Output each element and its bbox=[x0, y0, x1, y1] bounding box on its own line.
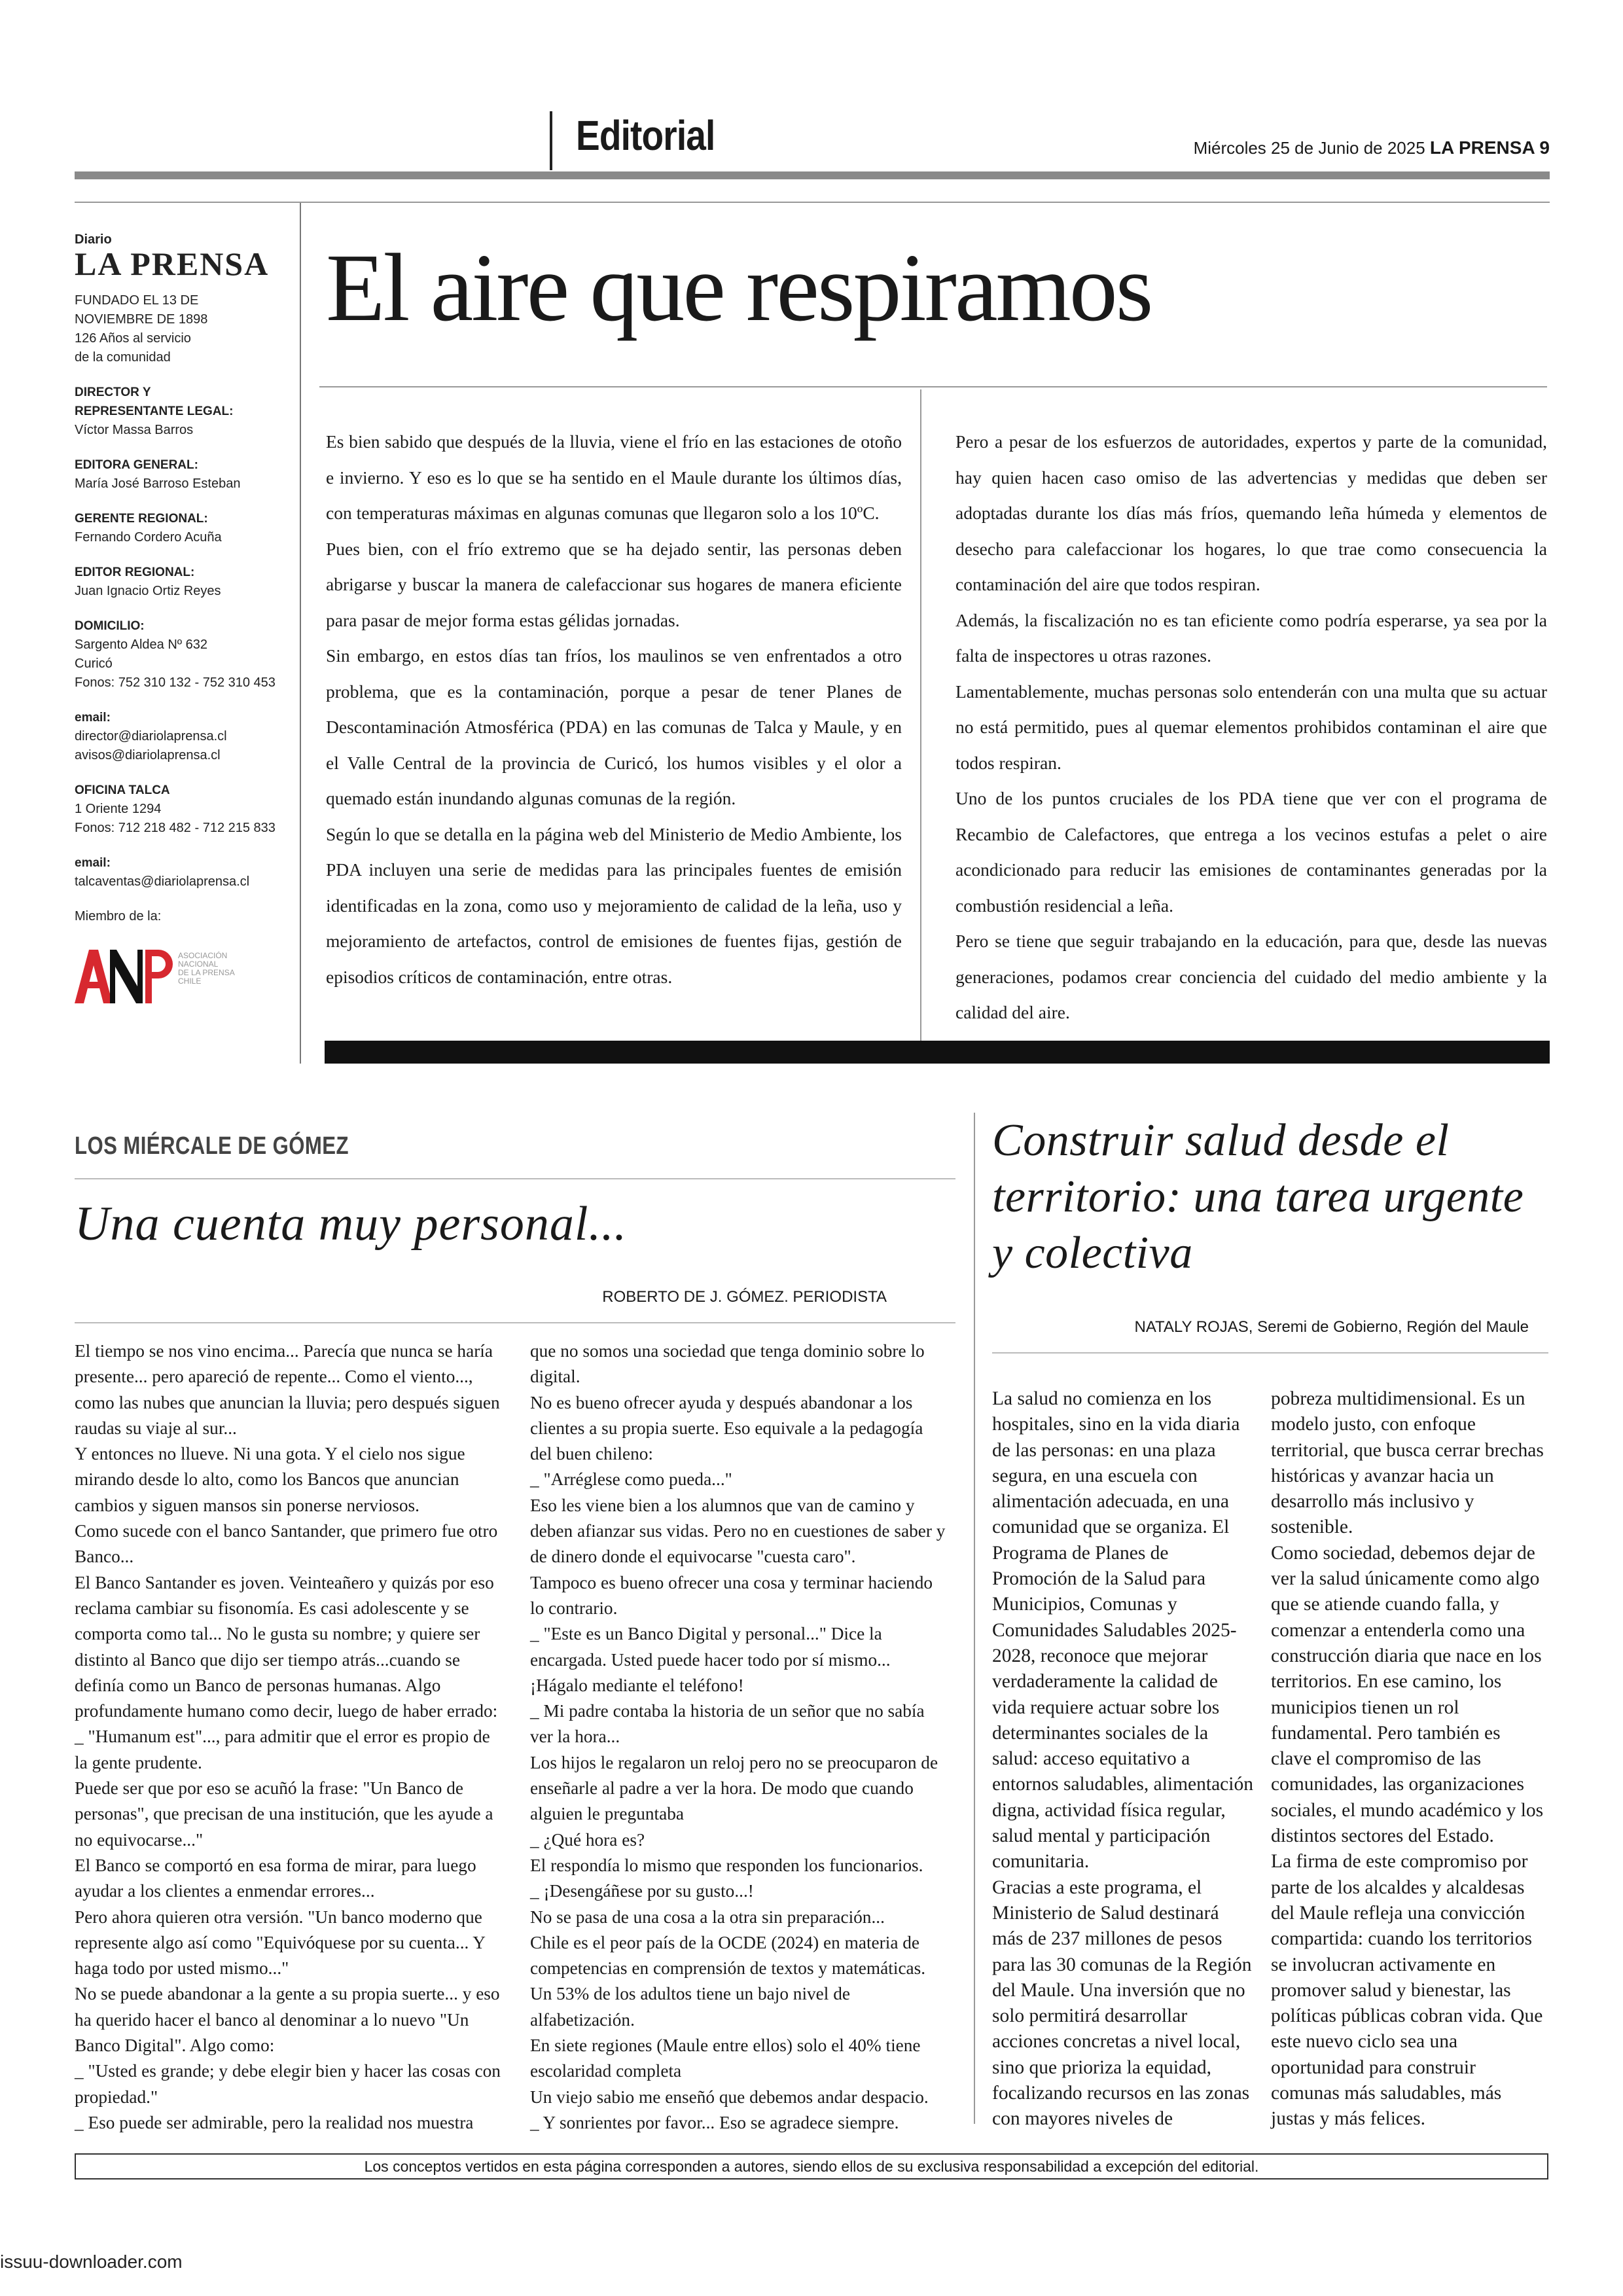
director-block bbox=[75, 383, 291, 440]
paragraph: Según lo que se detalla en la página web del Ministerio de Medio Ambiente, los PDA incluyen una serie de medidas para las principales fuentes de emisión identificadas en la zona, como uso y mejoramiento de calidad de la leña, uso y mejoramiento de artefactos, control de emisiones de fuentes fijas, gestión de episodios críticos de contaminación, entre otras. bbox=[326, 823, 902, 987]
paragraph: Puede ser que por eso se acuñó la frase: "Un Banco de personas", que precisan de una institución, que les ayude a no equivocarse..." bbox=[75, 1778, 493, 1850]
anp-text-line: NACIONAL bbox=[178, 960, 219, 969]
email2-label: email: bbox=[75, 856, 111, 870]
paragraph: _ Eso puede ser admirable, pero la realidad nos muestra bbox=[75, 2112, 474, 2132]
editor-name: Juan Ignacio Ortiz Reyes bbox=[75, 584, 221, 598]
paragraph: No se pasa de una cosa a la otra sin preparación... bbox=[530, 1907, 885, 1927]
disclaimer-box: Los conceptos vertidos en esta página corresponden a autores, siendo ellos de su exclusiva responsabilidad a excepción del editorial. bbox=[75, 2153, 1548, 2179]
anp-text-line: ASOCIACIÓN bbox=[178, 951, 228, 960]
anp-text-line: DE LA PRENSA bbox=[178, 968, 235, 977]
miembro-label: Miembro de la: bbox=[75, 909, 162, 924]
oficina-line: 1 Oriente 1294 bbox=[75, 802, 162, 816]
oficina-label: OFICINA TALCA bbox=[75, 783, 170, 797]
date-text: Miércoles 25 de Junio de 2025 bbox=[1193, 138, 1425, 158]
anp-logo bbox=[75, 946, 291, 1005]
director-label: REPRESENTANTE LEGAL: bbox=[75, 404, 234, 418]
oficina-line: Fonos: 712 218 482 - 712 215 833 bbox=[75, 821, 276, 835]
paragraph: _ Y sonrientes por favor... Eso se agradece siempre. bbox=[530, 2112, 899, 2132]
paragraph: Sin embargo, en estos días tan fríos, los maulinos se ven enfrentados a otro problema, que es la contaminación, porque a pesar de tener Planes de Descontaminación Atmosférica (PDA) en las comunas de Talca y Maule, y en el Valle Central de la provincia de Curicó, los humos visibles y el olor a quemado están inundando algunas comunas de la región. bbox=[326, 645, 902, 808]
email-link[interactable]: director@diariolaprensa.cl bbox=[75, 729, 227, 744]
paragraph: Pues bien, con el frío extremo que se ha dejado sentir, las personas deben abrigarse y buscar la manera de calefaccionar sus hogares de manera eficiente para pasar de mejor forma estas gélidas jornadas. bbox=[326, 538, 902, 630]
column-title: Una cuenta muy personal... bbox=[75, 1197, 627, 1251]
column-author: NATALY ROJAS, Seremi de Gobierno, Región del Maule bbox=[1134, 1318, 1529, 1336]
editora-label: EDITORA GENERAL: bbox=[75, 458, 198, 472]
domicilio-line: Curicó bbox=[75, 656, 113, 671]
anp-logo-icon bbox=[75, 946, 173, 1005]
paragraph: La firma de este compromiso por parte de los alcaldes y alcaldesas del Maule refleja una convicción compartida: cuando los territorios se involucran activamente en promover salud y bienestar, las políticas públicas cobran vida. Que este nuevo ciclo sea una oportunidad para construir comunas más saludables, más justas y más felices. bbox=[1271, 1851, 1543, 2130]
anp-text-line: CHILE bbox=[178, 977, 202, 986]
column-left-text-1 bbox=[75, 1338, 507, 2136]
column-rule bbox=[992, 1352, 1548, 1354]
paragraph: pobreza multidimensional. Es un modelo justo, con enfoque territorial, que busca cerrar brechas históricas y avanzar hacia un desarrollo más inclusivo y sostenible. bbox=[1271, 1388, 1544, 1538]
anp-text bbox=[178, 952, 235, 986]
column-title: Construir salud desde el territorio: una tarea urgente y colectiva bbox=[992, 1115, 1524, 1278]
paragraph: Pero se tiene que seguir trabajando en la educación, para que, desde las nuevas generaciones, podamos crear conciencia del cuidado del medio ambiente y la calidad del aire. bbox=[955, 931, 1547, 1022]
paragraph: Gracias a este programa, el Ministerio de Salud destinará más de 237 millones de pesos para las 30 comunas de la Región del Maule. Una inversión que no solo permitirá desarrollar acciones concretas a nivel local, sino que prioriza la equidad, focalizando recursos en las zonas con mayores niveles de bbox=[992, 1876, 1252, 2130]
paragraph: _ "Usted es grande; y debe elegir bien y hacer las cosas con propiedad." bbox=[75, 2061, 501, 2107]
paragraph: Uno de los puntos cruciales de los PDA tiene que ver con el programa de Recambio de Calefactores, que entrega a los vecinos estufas a pelet o aire acondicionado para reducir las emisiones de contaminantes generadas por la combustión residencial a leña. bbox=[955, 788, 1547, 916]
editorial-rule bbox=[319, 386, 1547, 387]
paragraph: El respondía lo mismo que responden los funcionarios. bbox=[530, 1855, 923, 1875]
editorial-column-2 bbox=[955, 424, 1547, 1031]
column-author: ROBERTO DE J. GÓMEZ. PERIODISTA bbox=[602, 1288, 887, 1306]
editora-block bbox=[75, 456, 291, 493]
email2-block bbox=[75, 853, 291, 891]
domicilio-line: Sargento Aldea Nº 632 bbox=[75, 637, 208, 652]
paragraph: Eso les viene bien a los alumnos que van de camino y deben afianzar sus vidas. Pero no en cuestiones de saber y de dinero donde el equivocarse "cuesta caro". bbox=[530, 1495, 946, 1567]
header-bar bbox=[75, 171, 1550, 179]
paragraph: Y entonces no llueve. Ni una gota. Y el cielo nos sigue mirando desde lo alto, como los Bancos que anuncian cambios y siguen mansos sin ponerse nerviosos. bbox=[75, 1444, 465, 1515]
column-right-text-2 bbox=[1271, 1386, 1546, 2132]
watermark: issuu-downloader.com bbox=[0, 2251, 183, 2272]
masthead bbox=[75, 232, 291, 1005]
paragraph: Como sociedad, debemos dejar de ver la salud únicamente como algo que se atiende cuando falla, y comenzar a entenderla como una construcción diaria que nace en los territorios. En ese camino, los municipios tienen un rol fundamental. Pero también es clave el compromiso de las comunidades, las organizaciones sociales, el mundo académico y los distintos sectores del Estado. bbox=[1271, 1542, 1544, 1847]
gerente-name: Fernando Cordero Acuña bbox=[75, 530, 222, 545]
editor-block bbox=[75, 563, 291, 601]
domicilio-label: DOMICILIO: bbox=[75, 619, 145, 633]
oficina-block bbox=[75, 781, 291, 838]
gerente-block bbox=[75, 509, 291, 547]
column-rule bbox=[75, 1178, 955, 1179]
paragraph: Pero ahora quieren otra versión. "Un banco moderno que represente algo así como "Equivóquese por su cuenta... Y haga todo por usted mismo..." bbox=[75, 1907, 485, 1979]
paragraph: Tampoco es bueno ofrecer una cosa y terminar haciendo lo contrario. bbox=[530, 1572, 933, 1618]
column-right-text-1 bbox=[992, 1386, 1254, 2132]
section-title: Editorial bbox=[576, 112, 715, 159]
column-left-text-2 bbox=[530, 1338, 946, 2136]
masthead-diario: Diario bbox=[75, 232, 112, 247]
domicilio-block bbox=[75, 617, 291, 692]
editorial-bottom-bar bbox=[325, 1041, 1550, 1064]
editorial-column-divider bbox=[920, 389, 921, 1041]
email-link[interactable]: avisos@diariolaprensa.cl bbox=[75, 748, 221, 762]
paragraph: Lamentablemente, muchas personas solo entenderán con una multa que su actuar no está permitido, pues al quemar elementos prohibidos contaminan el aire que todos respiran. bbox=[955, 681, 1547, 773]
column-section-label: LOS MIÉRCALE DE GÓMEZ bbox=[75, 1132, 349, 1160]
paragraph: El Banco se comportó en esa forma de mirar, para luego ayudar a los clientes a enmendar errores... bbox=[75, 1855, 476, 1901]
founded-block bbox=[75, 291, 291, 367]
paragraph: El tiempo se nos vino encima... Parecía que nunca se haría presente... pero apareció de repente... Como el viento..., como las nubes que anuncian la lluvia; pero después siguen raudas su viaje al sur... bbox=[75, 1341, 500, 1438]
editor-label: EDITOR REGIONAL: bbox=[75, 565, 195, 579]
paragraph: Chile es el peor país de la OCDE (2024) en materia de competencias en comprensión de textos y matemáticas. Un 53% de los adultos tiene un bajo nivel de alfabetización. bbox=[530, 1932, 926, 2030]
masthead-logo: LA PRENSA bbox=[75, 245, 270, 282]
paragraph: Como sucede con el banco Santander, que primero fue otro Banco... bbox=[75, 1521, 498, 1567]
founded-line: de la comunidad bbox=[75, 350, 171, 365]
email-link[interactable]: talcaventas@diariolaprensa.cl bbox=[75, 874, 250, 889]
header-rule bbox=[75, 202, 1550, 203]
editorial-title: El aire que respiramos bbox=[326, 234, 1152, 342]
founded-line: FUNDADO EL 13 DE bbox=[75, 293, 199, 308]
paragraph: _ ¿Qué hora es? bbox=[530, 1829, 645, 1850]
paragraph: En siete regiones (Maule entre ellos) solo el 40% tiene escolaridad completa bbox=[530, 2036, 921, 2081]
paragraph: No se puede abandonar a la gente a su propia suerte... y eso ha querido hacer el banco al denominar a lo nuevo "Un Banco Digital". Algo como: bbox=[75, 1984, 500, 2056]
editorial-column-1 bbox=[326, 424, 902, 995]
paragraph: Un viejo sabio me enseñó que debemos andar despacio. bbox=[530, 2087, 929, 2107]
paragraph: que no somos una sociedad que tenga dominio sobre lo digital. bbox=[530, 1341, 925, 1387]
paragraph: _ "Arréglese como pueda..." bbox=[530, 1469, 732, 1490]
paragraph: La salud no comienza en los hospitales, sino en la vida diaria de las personas: en una plaza segura, en una escuela con alimentación adecuada, en una comunidad que se organiza. El Programa de Planes de Promoción de la Salud para Municipios, Comunas y Comunidades Saludables 2025-2028, reconoce que mejorar verdaderamente la calidad de vida requiere actuar sobre los determinantes sociales de la salud: acceso equitativo a entornos saludables, alimentación digna, actividad física regular, salud mental y participación comunitaria. bbox=[992, 1388, 1253, 1873]
paragraph: Es bien sabido que después de la lluvia, viene el frío en las estaciones de otoño e invierno. Y eso es lo que se ha sentido en el Maule durante los últimos días, con temperaturas máximas en algunas comunas que llegaron solo a los 10ºC. bbox=[326, 431, 902, 523]
domicilio-line: Fonos: 752 310 132 - 752 310 453 bbox=[75, 675, 276, 690]
paragraph: _ "Este es un Banco Digital y personal..." Dice la encargada. Usted puede hacer todo por sí mismo... ¡Hágalo mediante el teléfono! bbox=[530, 1624, 891, 1695]
founded-line: 126 Años al servicio bbox=[75, 331, 191, 346]
director-label: DIRECTOR Y bbox=[75, 386, 151, 399]
editora-name: María José Barroso Esteban bbox=[75, 476, 241, 491]
sidebar-divider bbox=[300, 203, 301, 1064]
paragraph: Además, la fiscalización no es tan eficiente como podría esperarse, ya sea por la falta de inspectores u otras razones. bbox=[955, 609, 1547, 666]
gerente-label: GERENTE REGIONAL: bbox=[75, 512, 208, 526]
email-label: email: bbox=[75, 711, 111, 725]
column-divider bbox=[974, 1113, 975, 2124]
paragraph: El Banco Santander es joven. Veinteañero y quizás por eso reclama cambiar su fisonomía. Es casi adolescente y se comporta como tal... No le gusta su nombre; y quiere ser distinto al Banco que dijo ser tiempo atrás...cuando se definía como un Banco de personas humanas. Algo profundamente humano como decir, luego de haber errado: bbox=[75, 1572, 498, 1721]
header-date bbox=[1194, 137, 1550, 158]
header-divider bbox=[550, 111, 552, 170]
director-name: Víctor Massa Barros bbox=[75, 423, 194, 437]
paragraph: No es bueno ofrecer ayuda y después abandonar a los clientes a su propia suerte. Eso equivale a la pedagogía del buen chileno: bbox=[530, 1392, 923, 1464]
column-rule bbox=[75, 1322, 955, 1323]
paragraph: _ Mi padre contaba la historia de un señor que no sabía ver la hora... bbox=[530, 1701, 925, 1747]
paragraph: Los hijos le regalaron un reloj pero no se preocuparon de enseñarle al padre a ver la hora. De modo que cuando alguien le preguntaba bbox=[530, 1752, 938, 1824]
paragraph: Pero a pesar de los esfuerzos de autoridades, expertos y parte de la comunidad, hay quien hacen caso omiso de las advertencias y medidas que deben ser adoptadas durante los días más fríos, quemando leña húmeda y elementos de desecho para calefaccionar los hogares, lo que trae como consecuencia la contaminación del aire que todos respiran. bbox=[955, 431, 1547, 594]
email-block bbox=[75, 708, 291, 765]
paragraph: _ "Humanum est"..., para admitir que el error es propio de la gente prudente. bbox=[75, 1727, 490, 1772]
paragraph: _ ¡Desengáñese por su gusto...! bbox=[530, 1881, 754, 1901]
founded-line: NOVIEMBRE DE 1898 bbox=[75, 312, 208, 327]
page-number: LA PRENSA 9 bbox=[1429, 137, 1550, 158]
